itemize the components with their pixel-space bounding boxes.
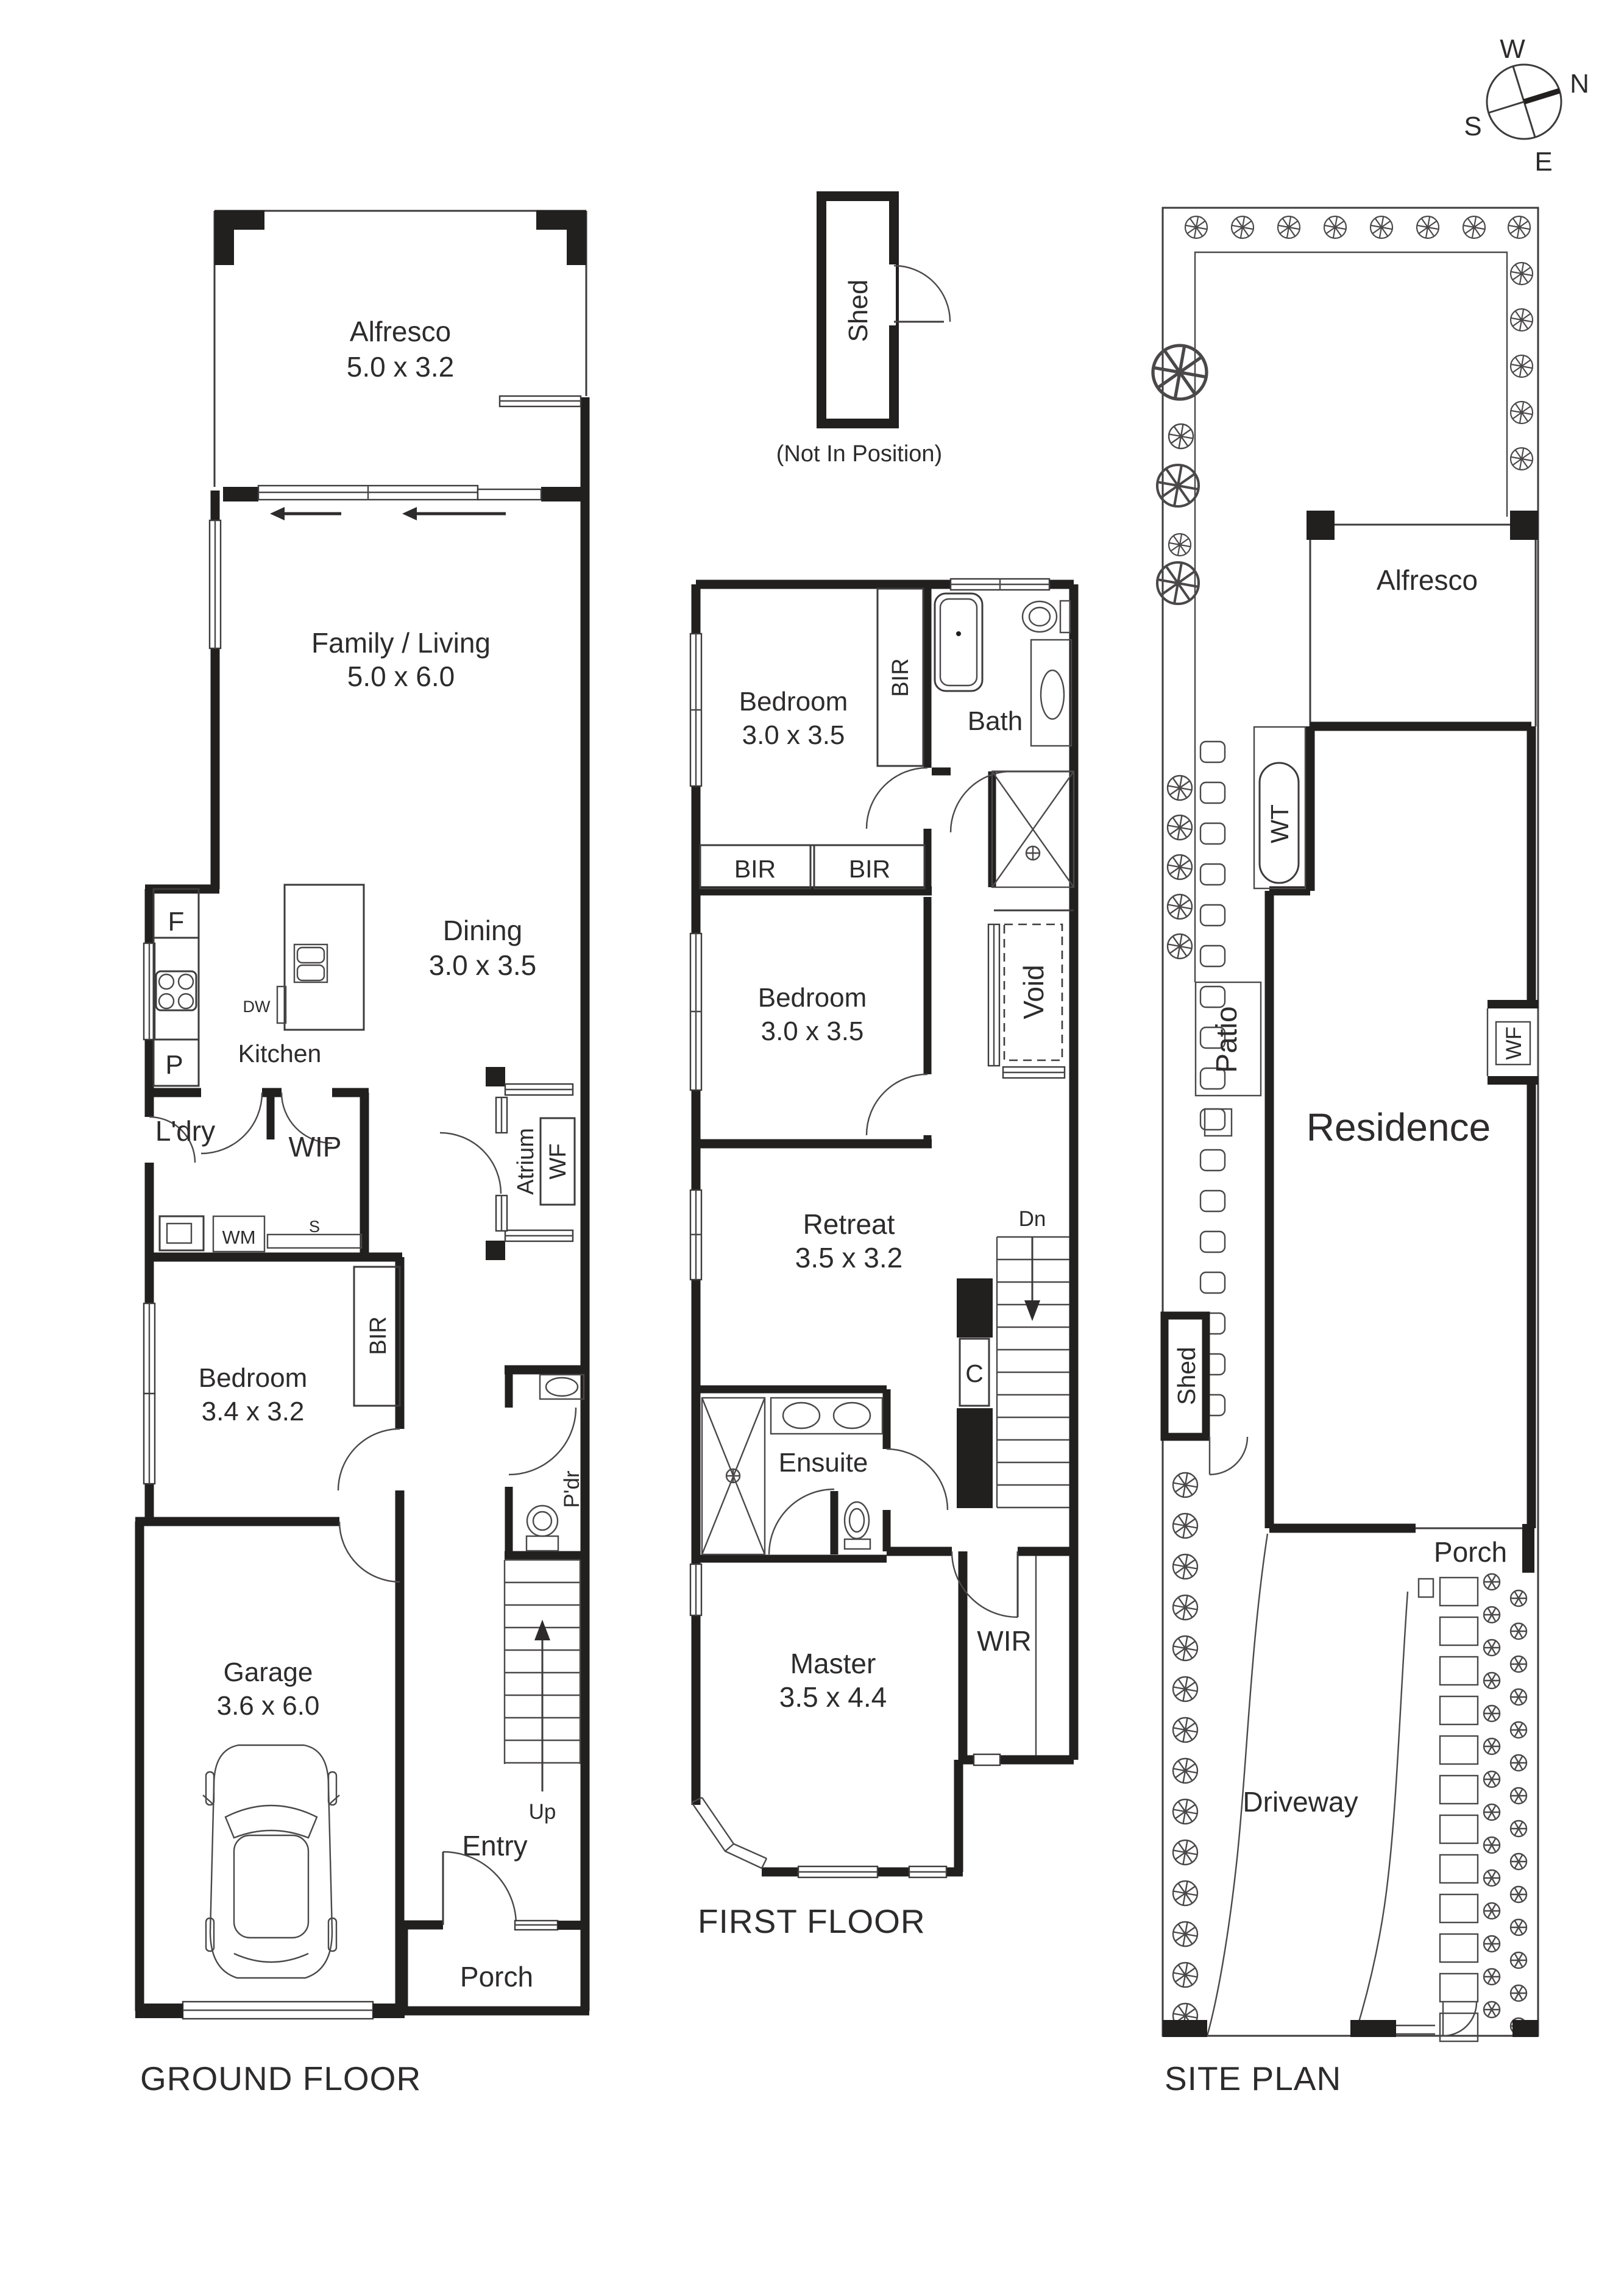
ff-master [692, 1551, 1018, 1877]
tree-icon [1185, 216, 1207, 238]
compass-rose [1464, 34, 1589, 177]
retreat-dims: 3.5 x 3.2 [795, 1242, 903, 1274]
tree-icon [1511, 355, 1533, 377]
shrub-icon [1511, 1623, 1526, 1639]
site-alfresco-label: Alfresco [1376, 564, 1478, 596]
compass-west-label: W [1500, 34, 1525, 64]
tree-icon [1173, 1759, 1197, 1783]
site-water-tank [1254, 727, 1305, 888]
gf-stairs [505, 1560, 580, 1824]
slab-icon [1440, 1617, 1478, 1645]
kitchen-label: Kitchen [238, 1040, 322, 1068]
slide-arrow-icon [270, 507, 506, 520]
ff-bedroom-front [739, 589, 927, 829]
site-alfresco [1307, 511, 1538, 726]
dn-label: Dn [1018, 1207, 1046, 1231]
door-arc [769, 1489, 834, 1554]
site-plan-title: SITE PLAN [1165, 2060, 1342, 2097]
bedroom-dims: 3.0 x 3.5 [742, 720, 845, 750]
shrub-icon [1511, 1788, 1526, 1804]
dining-label: Dining [442, 915, 523, 946]
wm-label: WM [222, 1227, 256, 1248]
tree-icon [1511, 263, 1533, 285]
tree-icon [1173, 1514, 1197, 1538]
shrub-icon [1484, 1969, 1500, 1985]
gf-kitchen [154, 885, 536, 1086]
shrub-icon [1484, 1640, 1500, 1656]
detached-shed [776, 196, 950, 467]
gf-powder [509, 1375, 584, 1551]
gf-alfresco [215, 210, 586, 520]
slab-icon [1440, 2013, 1478, 2041]
tree-icon [1463, 216, 1485, 238]
tree-icon [1370, 216, 1392, 238]
bay-window [692, 1798, 767, 1868]
compass-needle-icon [1524, 91, 1559, 102]
bathtub-icon [935, 593, 982, 691]
tree-icon [1173, 1922, 1197, 1946]
fridge-label: F [168, 907, 185, 937]
site-porch-label: Porch [1433, 1536, 1508, 1568]
garage-label: Garage [223, 1657, 313, 1687]
bedroom-label: Bedroom [739, 687, 848, 717]
door-arc [867, 768, 927, 829]
master-dims: 3.5 x 4.4 [779, 1681, 887, 1713]
shrub-icon [1511, 1952, 1526, 1968]
tree-icon [1173, 1718, 1197, 1742]
site-driveway [1207, 1534, 1408, 2036]
shrub-icon [1484, 1607, 1500, 1623]
tree-icon [1173, 1595, 1197, 1620]
up-label: Up [528, 1800, 556, 1824]
shrub-icon [1484, 1936, 1500, 1952]
wir-label: WIR [977, 1625, 1032, 1657]
stone-icon [1200, 864, 1225, 885]
tree-icon [1511, 309, 1533, 331]
pantry-label: P [165, 1050, 183, 1080]
door-arc [887, 1449, 948, 1510]
shed-label: Shed [843, 279, 873, 342]
tree-icon [1417, 216, 1439, 238]
shelf-label: S [308, 1217, 321, 1236]
site-plan [1153, 208, 1538, 2097]
ff-wir [974, 1556, 1036, 1765]
shrub-icon [1484, 1673, 1500, 1688]
shower-icon [702, 1398, 765, 1554]
shed-door-opening [884, 264, 896, 325]
stone-icon [1200, 823, 1225, 844]
shed-note: (Not In Position) [776, 441, 943, 467]
patio-label: Patio [1211, 1006, 1243, 1073]
vanity-icon [1031, 640, 1071, 746]
shower-icon [992, 771, 1074, 887]
ff-stairs [957, 1207, 1069, 1508]
shrub-icon [1511, 1722, 1526, 1738]
shrub-icon [1511, 1590, 1526, 1606]
porch-label: Porch [459, 1961, 534, 1993]
porch-wall [1522, 1524, 1534, 1573]
shrub-icon [1484, 1574, 1500, 1590]
trough-icon [160, 1216, 204, 1250]
wt-label: WT [1266, 804, 1294, 843]
door-threshold [974, 1754, 1000, 1765]
stone-icon [1200, 742, 1225, 762]
shrub-icon [1511, 1821, 1526, 1837]
wip-label: WIP [288, 1131, 342, 1163]
shrub-icon [1484, 1706, 1500, 1721]
tree-icon [1169, 424, 1193, 448]
dining-dims: 3.0 x 3.5 [428, 949, 537, 981]
post-icon [215, 210, 264, 265]
bath-label: Bath [967, 706, 1023, 736]
cupboard-label: C [965, 1359, 984, 1387]
dishwasher-label: DW [243, 997, 271, 1016]
site-water-feature [1487, 1000, 1538, 1085]
driveway-label: Driveway [1243, 1786, 1358, 1818]
toilet-icon [1023, 601, 1057, 632]
stone-icon [1200, 987, 1225, 1007]
stone-icon [1200, 946, 1225, 966]
shrub-icon [1484, 1870, 1500, 1886]
car-icon [203, 1745, 339, 1978]
gf-bedroom [199, 1267, 400, 1490]
tree-icon [1232, 216, 1253, 238]
shelf-icon [268, 1235, 361, 1248]
gf-laundry [149, 1093, 361, 1252]
gate-arc [1210, 1437, 1247, 1475]
garage-dims: 3.6 x 6.0 [216, 1691, 320, 1721]
slab-icon [1440, 1934, 1478, 1962]
door-arc [338, 1429, 400, 1490]
family-label: Family / Living [311, 627, 491, 659]
shrub-icon [1511, 1755, 1526, 1771]
shrub-icon [1484, 1903, 1500, 1919]
bedroom-dims: 3.0 x 3.5 [761, 1016, 864, 1046]
tree-icon [1324, 216, 1346, 238]
tree-icon [1168, 815, 1192, 840]
shrub-icon [1484, 1771, 1500, 1787]
tree-icon [1508, 216, 1530, 238]
bedroom-label: Bedroom [757, 983, 867, 1013]
tree-icon [1168, 855, 1192, 879]
slab-icon [1440, 1736, 1478, 1764]
tree-icon [1278, 216, 1300, 238]
post-icon [536, 210, 586, 265]
tree-icon [1169, 534, 1191, 556]
slab-icon [1440, 1776, 1478, 1804]
door-arc [951, 771, 1012, 832]
site-shed [1165, 1316, 1247, 1475]
shed-door-arc [894, 266, 950, 322]
retreat-label: Retreat [803, 1208, 895, 1240]
stone-icon [1200, 782, 1225, 803]
slab-icon [1440, 1657, 1478, 1685]
ground-floor-title: GROUND FLOOR [140, 2060, 422, 2097]
tree-icon [1173, 1677, 1197, 1701]
site-shed-label: Shed [1172, 1347, 1200, 1405]
shrub-icon [1511, 1887, 1526, 1902]
first-floor-title: FIRST FLOOR [698, 1902, 926, 1940]
wf-label: WF [545, 1143, 571, 1180]
slab-icon [1440, 1696, 1478, 1724]
tree-icon [1173, 1636, 1197, 1660]
atrium-label: Atrium [513, 1128, 539, 1195]
post-icon [486, 1241, 505, 1260]
compass-south-label: S [1464, 112, 1482, 141]
ff-ensuite [702, 1398, 948, 1554]
tree-icon [1173, 1554, 1197, 1579]
vanity-icon [771, 1398, 882, 1434]
post-icon [1510, 511, 1538, 540]
void-label: Void [1018, 965, 1049, 1019]
tree-icon [1173, 1881, 1197, 1905]
post-icon [486, 1067, 505, 1086]
door-arc [509, 1408, 576, 1475]
tree-icon [1168, 934, 1192, 958]
cooktop-icon [156, 971, 196, 1010]
compass-north-label: N [1570, 69, 1589, 99]
stone-icon [1200, 1272, 1225, 1293]
tree-icon [1173, 1963, 1197, 1987]
slab-icon [1440, 1578, 1478, 1606]
toilet-icon [527, 1506, 558, 1536]
door-arc [867, 1074, 927, 1135]
slab-icon [1440, 1855, 1478, 1883]
compass-east-label: E [1534, 147, 1553, 177]
post-icon [1307, 511, 1335, 540]
stone-icon [1200, 905, 1225, 926]
site-patio [1196, 982, 1261, 1136]
bir-label: BIR [888, 658, 913, 697]
garden-shrubs [1484, 1574, 1526, 2034]
shrub-icon [1484, 2002, 1500, 2018]
tree-icon [1173, 1840, 1197, 1865]
site-fence [1195, 252, 1507, 982]
bedroom-dims: 3.4 x 3.2 [201, 1397, 305, 1426]
ground-floor-plan [135, 210, 589, 2097]
door-arc [339, 1522, 400, 1582]
tree-icon [1173, 1799, 1197, 1824]
tree-icon [1511, 402, 1533, 423]
stone-icon [1200, 1191, 1225, 1211]
family-dims: 5.0 x 6.0 [347, 661, 455, 692]
laundry-label: L'dry [155, 1115, 216, 1147]
gf-alfresco-name: Alfresco [349, 316, 452, 347]
ff-robes [700, 845, 924, 888]
entry-label: Entry [462, 1830, 528, 1862]
stone-icon [1200, 1150, 1225, 1171]
sliding-door [478, 489, 541, 500]
gf-atrium [440, 1067, 575, 1260]
site-wf-label: WF [1502, 1026, 1526, 1060]
toilet-icon [845, 1502, 869, 1539]
bir-label: BIR [366, 1316, 391, 1355]
first-floor-plan [690, 579, 1074, 1940]
slab-icon [1440, 1815, 1478, 1843]
shrub-icon [1511, 1854, 1526, 1869]
door-arc [440, 1133, 501, 1194]
bir-label: BIR [734, 855, 776, 883]
slab-icon [1440, 1974, 1478, 2002]
tree-icon [1153, 345, 1207, 399]
shrub-icon [1511, 1985, 1526, 2001]
tree-icon [1168, 895, 1192, 919]
shrub-icon [1484, 1804, 1500, 1820]
powder-label: P'dr [560, 1470, 584, 1508]
shrub-icon [1511, 1656, 1526, 1672]
stone-icon [1200, 1231, 1225, 1252]
tree-icon [1511, 448, 1533, 470]
bir-label: BIR [848, 855, 891, 883]
slab-icon [1440, 1894, 1478, 1922]
shrub-icon [1511, 1919, 1526, 1935]
bedroom-label: Bedroom [198, 1363, 308, 1393]
residence-label: Residence [1306, 1105, 1491, 1149]
shrub-icon [1484, 1837, 1500, 1853]
ff-bedroom-mid [758, 983, 927, 1135]
ff-void [988, 910, 1074, 1078]
gf-garage [135, 1522, 405, 2019]
tree-icon [1168, 776, 1192, 800]
ensuite-label: Ensuite [778, 1448, 868, 1478]
paving-path [1440, 1578, 1478, 2041]
tree-icon [1173, 1473, 1197, 1497]
front-door-arc [443, 1852, 516, 1925]
shrub-icon [1511, 1689, 1526, 1705]
ff-bath [935, 593, 1074, 887]
gf-alfresco-dims: 5.0 x 3.2 [346, 351, 455, 383]
shrub-icon [1484, 1738, 1500, 1754]
master-label: Master [790, 1648, 876, 1679]
